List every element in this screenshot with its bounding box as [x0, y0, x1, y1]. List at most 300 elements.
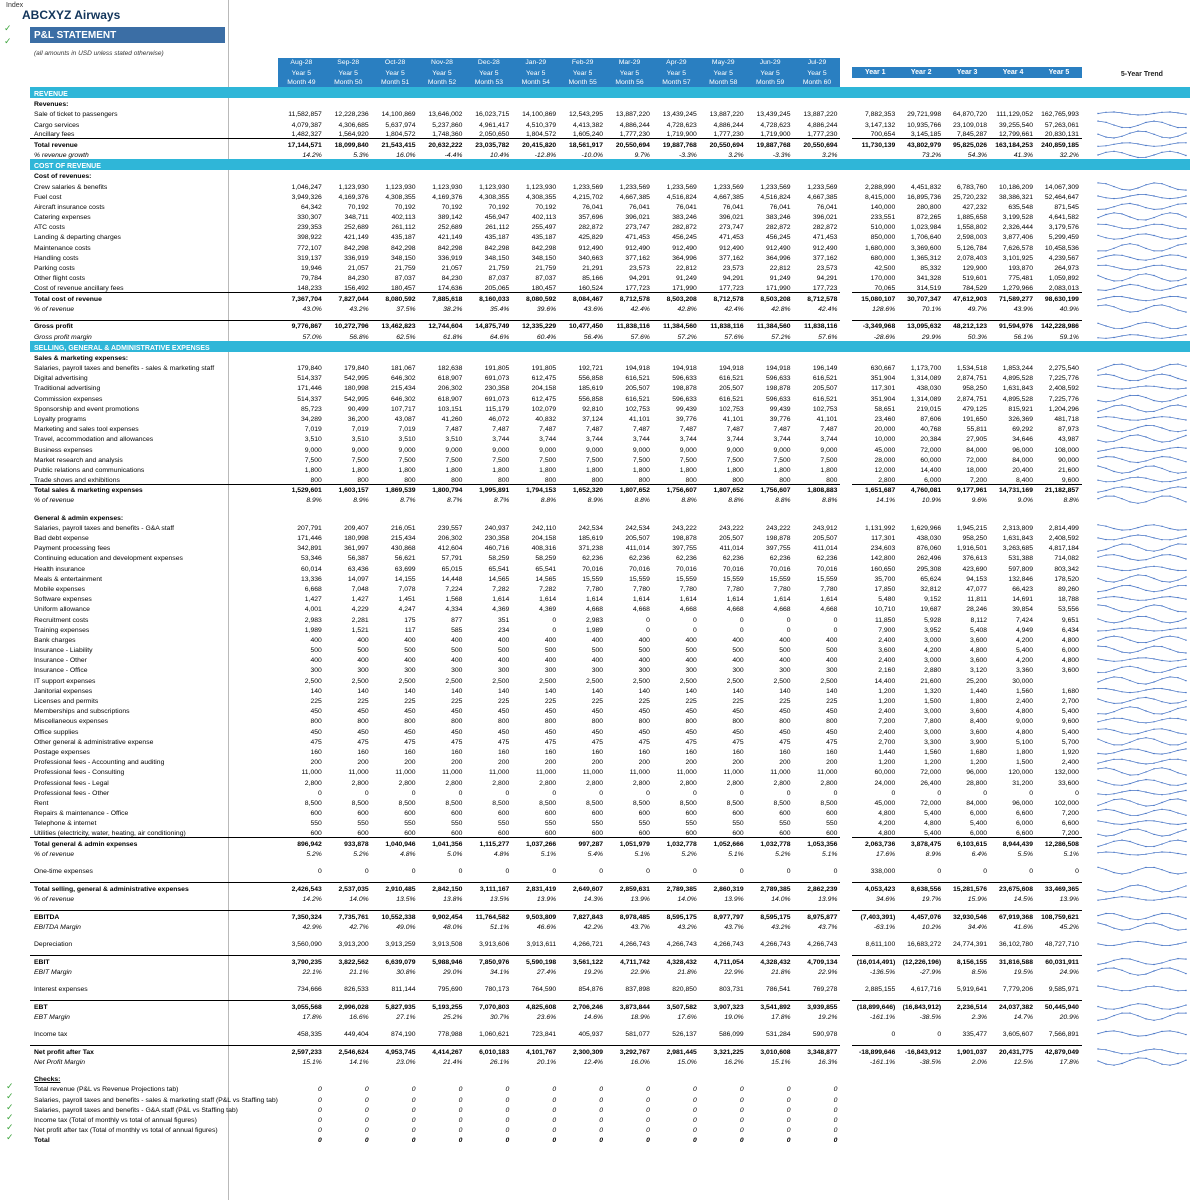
- month-value-5: 46.6%: [536, 923, 557, 931]
- month-value-2: [372, 170, 419, 180]
- month-value-8: 2,800: [679, 779, 697, 787]
- month-header-year-4[interactable]: Year 5: [465, 67, 512, 78]
- year-value-3: 815,921: [1008, 405, 1033, 413]
- month-value-6: 242,534: [578, 524, 604, 532]
- year-value-3: 41.3%: [1013, 152, 1033, 160]
- month-value-7: 177,723: [625, 284, 650, 292]
- gap: [840, 624, 852, 634]
- month-value-8: 1,032,778: [653, 837, 700, 847]
- month-header-year-1[interactable]: Year 5: [325, 67, 372, 78]
- year-value-4: 3,179,576: [1048, 224, 1079, 232]
- month-value-3: 3,913,508: [432, 940, 463, 948]
- year-value-1: 3,369,600: [910, 244, 942, 252]
- row-telephone-internet: [30, 817, 1190, 827]
- year-header-4[interactable]: Year 5: [1036, 67, 1082, 78]
- month-value-5: 0: [552, 868, 557, 875]
- month-value-0: 8.9%: [306, 497, 322, 505]
- month-value-5: 723,841: [531, 1031, 557, 1039]
- month-value-7: 581,077: [625, 1031, 650, 1039]
- month-value-1: 348,711: [344, 214, 369, 222]
- month-value-10: 140: [779, 687, 791, 695]
- month-value-7: 273,747: [625, 224, 650, 232]
- gap: [840, 1011, 852, 1021]
- month-value-9: 4,886,244: [713, 121, 744, 129]
- year-value-4: 4,800: [1061, 657, 1079, 665]
- check-value-0: 0: [318, 1086, 322, 1094]
- month-value-9: 3,744: [726, 436, 744, 444]
- year-value-1: 3,878,475: [898, 837, 944, 847]
- gap2: [1082, 423, 1094, 433]
- row-health-insurance: [30, 562, 1190, 572]
- year-value-3: 6,600: [1015, 829, 1033, 837]
- row-label: Rent: [34, 799, 49, 807]
- year-value-4: [1036, 170, 1082, 180]
- year-value-0: 2,700: [878, 738, 896, 746]
- year-value-4: 7,200: [1061, 810, 1079, 818]
- year-value-1: [898, 352, 944, 362]
- month-value-5: 13.9%: [536, 895, 557, 903]
- year-value-4: 40.9%: [1059, 305, 1079, 313]
- month-value-1: 800: [357, 476, 369, 484]
- month-value-2: 0: [411, 789, 416, 797]
- year-value-2: 5,919,641: [956, 986, 988, 993]
- month-value-6: 556,858: [578, 395, 604, 403]
- month-value-8: 600: [685, 829, 697, 837]
- month-header-date-8[interactable]: Apr-29: [653, 58, 700, 67]
- trend-sparkline: [1094, 1056, 1190, 1066]
- year-value-2: 1,945,215: [956, 524, 988, 532]
- check-label: Net profit after tax (Total of monthly vs total of annual figures): [34, 1127, 218, 1135]
- month-value-9: 0: [739, 616, 744, 624]
- month-value-3: 618,907: [437, 395, 463, 403]
- month-value-2: 63,699: [394, 565, 416, 573]
- month-value-0: 2,597,233: [278, 1046, 325, 1056]
- check-value-8: 0: [693, 1086, 697, 1094]
- month-header-date-11[interactable]: Jul-29: [794, 58, 841, 67]
- month-value-7: 4,711,742: [606, 955, 653, 965]
- month-value-11: 13,887,220: [803, 111, 838, 119]
- year-value-2: 1,200: [970, 759, 988, 767]
- month-value-9: 23,573: [722, 265, 744, 272]
- year-value-3: 7,779,206: [1002, 986, 1033, 993]
- month-value-2: 8.7%: [400, 497, 416, 505]
- year-value-0: 11,730,139: [852, 139, 898, 149]
- month-header-year-6[interactable]: Year 5: [559, 67, 606, 78]
- month-header-month-7[interactable]: Month 56: [606, 78, 653, 87]
- year-value-0: 2,063,736: [852, 837, 898, 847]
- year-value-3: 8,944,439: [990, 837, 1036, 847]
- year-value-3: 635,548: [1008, 203, 1033, 211]
- header-corner: [30, 78, 278, 87]
- month-value-8: 1,719,900: [666, 131, 697, 139]
- month-header-year-0[interactable]: Year 5: [278, 67, 325, 78]
- gap: [840, 695, 852, 705]
- month-value-10: 43.2%: [771, 923, 791, 931]
- row-loyalty-programs: [30, 413, 1190, 423]
- month-value-10: 531,284: [765, 1031, 791, 1039]
- month-value-0: 3,790,235: [278, 955, 325, 965]
- month-value-2: 62.5%: [396, 333, 416, 341]
- year-header-1[interactable]: Year 2: [898, 67, 944, 78]
- month-header-date-2[interactable]: Oct-28: [372, 58, 419, 67]
- year-value-2: 27,905: [966, 436, 988, 444]
- month-value-8: 2,789,385: [653, 883, 700, 893]
- month-header-month-0[interactable]: Month 49: [278, 78, 325, 87]
- month-value-3: 7,224: [445, 585, 463, 593]
- row-trade-shows-and-exhibitions: [30, 474, 1190, 484]
- year-value-0: 12,000: [874, 466, 896, 474]
- year-header-3[interactable]: Year 4: [990, 67, 1036, 78]
- check-value-10: 0: [786, 1096, 791, 1104]
- month-value-6: 912,490: [578, 244, 604, 252]
- month-header-year-5[interactable]: Year 5: [512, 67, 559, 78]
- month-value-6: 43.6%: [583, 305, 604, 313]
- month-header-date-5[interactable]: Jan-29: [512, 58, 559, 67]
- month-value-1: 3,510: [351, 436, 369, 444]
- month-value-1: 7,019: [351, 426, 369, 434]
- month-header-date-9[interactable]: May-29: [700, 58, 747, 67]
- year-value-4: 2,275,540: [1048, 365, 1079, 372]
- company-title: ABCXYZ Airways: [22, 8, 121, 22]
- month-value-2: 175: [404, 616, 416, 624]
- month-value-3: [419, 170, 466, 180]
- row-label: Meals & entertainment: [34, 575, 103, 583]
- gap: [840, 494, 852, 504]
- month-value-0: 160: [310, 748, 322, 756]
- month-value-0: 17,144,571: [278, 139, 325, 149]
- month-value-7: 194,918: [625, 365, 650, 372]
- year-value-4: 108,759,621: [1036, 910, 1082, 920]
- month-value-10: 1,756,607: [747, 484, 794, 494]
- section-gap: [840, 341, 1190, 352]
- year-value-2: [944, 98, 990, 108]
- month-value-6: 4,215,702: [572, 193, 604, 201]
- month-value-7: 0: [646, 789, 650, 797]
- month-value-11: 3,348,877: [794, 1046, 841, 1056]
- month-value-0: 2,800: [304, 779, 322, 787]
- month-value-9: 616,521: [719, 375, 744, 383]
- year-value-2: 519,601: [962, 275, 988, 283]
- check-value-1: 0: [364, 1116, 369, 1124]
- month-value-0: 7,367,704: [278, 292, 325, 302]
- year-value-4: 108,000: [1054, 446, 1079, 454]
- year-value-2: 335,477: [962, 1031, 988, 1039]
- month-value-4: [465, 511, 512, 521]
- month-value-7: 1,233,569: [619, 183, 650, 191]
- month-value-3: 3,510: [445, 436, 463, 444]
- month-header-month-1[interactable]: Month 50: [325, 78, 372, 87]
- year-value-0: 23,460: [874, 415, 896, 423]
- month-value-9: 140: [732, 687, 744, 695]
- year-value-1: 4,200: [924, 647, 942, 655]
- year-header-0[interactable]: Year 1: [852, 67, 898, 78]
- month-value-4: 3,111,167: [465, 883, 512, 893]
- year-value-2: 4,800: [970, 647, 988, 655]
- month-value-6: 282,872: [578, 224, 604, 232]
- month-value-1: 8,500: [351, 799, 369, 807]
- month-value-6: 600: [591, 810, 604, 818]
- month-value-9: 0: [739, 868, 744, 875]
- year-value-2: 8,156,155: [944, 955, 990, 965]
- month-value-1: 933,878: [325, 837, 372, 847]
- month-value-8: 450: [685, 728, 697, 736]
- month-value-5: 800: [544, 718, 557, 726]
- check-value-6: 0: [599, 1116, 604, 1124]
- gap2: [1082, 352, 1094, 362]
- gap: [840, 454, 852, 464]
- month-value-9: 57.6%: [724, 333, 744, 341]
- trend-sparkline: [1094, 292, 1190, 302]
- month-value-8: 364,996: [672, 254, 697, 262]
- year-value-2: 3,900: [970, 738, 988, 746]
- month-value-6: 0: [599, 789, 604, 797]
- month-value-2: 5,637,974: [385, 121, 416, 129]
- header-row-date: [30, 58, 1190, 67]
- year-value-1: 280,800: [916, 203, 942, 211]
- check-row-2: [30, 1104, 1190, 1114]
- month-value-8: 57.2%: [677, 333, 697, 341]
- month-value-10: 8,503,208: [747, 292, 794, 302]
- year-value-4: [1036, 674, 1082, 684]
- month-value-3: 12,744,604: [419, 320, 466, 330]
- month-value-9: 8,977,797: [700, 910, 747, 920]
- month-header-date-4[interactable]: Dec-28: [465, 58, 512, 67]
- year-value-0: 2,400: [878, 636, 896, 644]
- month-value-0: 8,500: [304, 799, 322, 807]
- month-value-4: 46,072: [488, 415, 510, 423]
- month-value-5: 3,913,611: [526, 940, 557, 948]
- year-value-3: 12.5%: [1013, 1058, 1033, 1066]
- gap: [840, 1028, 852, 1038]
- year-value-1: 1,706,640: [910, 234, 942, 242]
- year-value-0: 4,800: [878, 810, 896, 818]
- month-header-year-8[interactable]: Year 5: [653, 67, 700, 78]
- month-header-year-3[interactable]: Year 5: [419, 67, 466, 78]
- year-value-4: 20.9%: [1059, 1013, 1079, 1021]
- check-value-0: 0: [318, 1106, 322, 1114]
- year-value-0: (18,899,646): [852, 1001, 898, 1011]
- row-bank-charges: [30, 634, 1190, 644]
- year-value-0: 60,000: [874, 769, 896, 777]
- month-value-1: 10,272,796: [325, 320, 372, 330]
- year-value-1: 314,519: [916, 284, 942, 292]
- row-total-general-admin-expenses: [30, 837, 1190, 847]
- month-value-3: 600: [451, 810, 463, 818]
- month-value-3: 778,988: [437, 1031, 463, 1039]
- month-value-11: 11,838,116: [794, 320, 841, 330]
- month-value-10: 4,668: [773, 606, 791, 614]
- year-header-2[interactable]: Year 3: [944, 67, 990, 78]
- year-value-0: (7,403,391): [852, 910, 898, 920]
- month-header-year-11[interactable]: Year 5: [794, 67, 841, 78]
- month-value-2: 3,913,259: [385, 940, 416, 948]
- row-business-expenses: [30, 443, 1190, 453]
- year-value-1: 10.9%: [921, 497, 942, 505]
- month-value-5: [512, 98, 559, 108]
- year-value-2: 376,613: [962, 555, 988, 563]
- trend-sparkline: [1094, 330, 1190, 340]
- row-traditional-advertising: [30, 382, 1190, 392]
- month-value-1: 84,230: [347, 275, 369, 283]
- month-header-month-11[interactable]: Month 60: [794, 78, 841, 87]
- row-label: EBT Margin: [34, 1013, 70, 1021]
- month-value-10: 2,789,385: [747, 883, 794, 893]
- month-value-11: 616,521: [812, 375, 838, 383]
- month-header-date-3[interactable]: Nov-28: [419, 58, 466, 67]
- month-value-6: 2,500: [586, 677, 604, 685]
- month-value-7: 300: [638, 667, 650, 675]
- month-value-1: 0: [364, 868, 369, 875]
- month-value-4: 160: [497, 748, 510, 756]
- year-value-3: 775,481: [1008, 275, 1033, 283]
- month-value-5: 204,158: [531, 385, 557, 393]
- month-header-month-5[interactable]: Month 54: [512, 78, 559, 87]
- month-value-3: 4,334: [445, 606, 463, 614]
- month-value-7: 1,777,230: [619, 131, 650, 139]
- month-value-7: 11,838,116: [606, 320, 653, 330]
- month-value-3: 65,015: [441, 565, 463, 573]
- month-header-year-10[interactable]: Year 5: [747, 67, 794, 78]
- check-value-1: 0: [364, 1127, 369, 1135]
- gap2: [1082, 983, 1094, 993]
- month-value-5: 70,192: [535, 203, 557, 211]
- month-header-date-1[interactable]: Sep-28: [325, 58, 372, 67]
- month-header-month-9[interactable]: Month 58: [700, 78, 747, 87]
- month-value-1: 156,492: [344, 284, 369, 292]
- month-value-11: 23,573: [816, 265, 838, 272]
- year-value-2: 48,212,123: [944, 320, 990, 330]
- month-header-month-4[interactable]: Month 53: [465, 78, 512, 87]
- month-value-0: 60,014: [301, 565, 322, 573]
- month-value-4: 691,073: [484, 395, 510, 403]
- gap: [840, 685, 852, 695]
- year-value-3: 4,895,528: [1002, 375, 1033, 383]
- month-header-year-9[interactable]: Year 5: [700, 67, 747, 78]
- year-value-0: -18,899,646: [852, 1046, 898, 1056]
- month-header-month-10[interactable]: Month 59: [747, 78, 794, 87]
- gap2: [1082, 955, 1094, 965]
- check-year-spacer-4: [1036, 1124, 1082, 1134]
- month-value-3: 14,448: [441, 575, 463, 583]
- year-value-1: [898, 98, 944, 108]
- month-header-date-7[interactable]: Mar-29: [606, 58, 653, 67]
- month-value-6: 340,663: [578, 254, 604, 262]
- spacer-row: [30, 948, 1190, 956]
- month-header-month-3[interactable]: Month 52: [419, 78, 466, 87]
- trend-sparkline: [1094, 201, 1190, 211]
- year-value-4: 9,600: [1061, 476, 1079, 484]
- month-header-date-0[interactable]: Aug-28: [278, 58, 325, 67]
- month-value-1: 7,735,761: [325, 910, 372, 920]
- gap: [840, 211, 852, 221]
- month-header-month-6[interactable]: Month 55: [559, 78, 606, 87]
- month-value-9: 43.7%: [724, 923, 744, 931]
- row-memberships-and-subscriptions: [30, 705, 1190, 715]
- month-value-5: 300: [544, 667, 557, 675]
- month-value-5: 0: [552, 616, 557, 624]
- month-value-8: 912,490: [672, 244, 697, 252]
- month-value-5: 14,100,869: [522, 111, 557, 119]
- gap2: [1082, 211, 1094, 221]
- month-value-11: 8.8%: [821, 497, 838, 505]
- row-label: ATC costs: [34, 224, 65, 232]
- month-value-7: 5.1%: [634, 850, 650, 858]
- trend-sparkline: [1094, 883, 1190, 893]
- row-label: Salaries, payroll taxes and benefits - sales & marketing staff: [34, 365, 215, 372]
- month-value-8: 4,266,743: [666, 940, 697, 948]
- year-value-2: 54.3%: [967, 152, 988, 160]
- month-value-3: 412,604: [437, 545, 463, 553]
- year-value-3: 2,326,444: [1002, 224, 1033, 232]
- month-header-date-6[interactable]: Feb-29: [559, 58, 606, 67]
- year-value-3: [990, 511, 1036, 521]
- month-header-date-10[interactable]: Jun-29: [747, 58, 794, 67]
- month-value-3: 13.8%: [443, 895, 463, 903]
- month-value-10: 475: [779, 738, 791, 746]
- trend-sparkline: [1094, 827, 1190, 837]
- year-value-1: 70.1%: [921, 305, 942, 313]
- year-value-2: [944, 511, 990, 521]
- month-value-1: 842,298: [344, 244, 369, 252]
- month-value-1: 225: [357, 698, 369, 705]
- month-value-10: 3,541,892: [747, 1001, 794, 1011]
- row-income-tax: [30, 1028, 1190, 1038]
- year-value-4: 0: [1075, 789, 1079, 797]
- month-value-2: 8,500: [398, 799, 416, 807]
- month-value-5: 4,308,355: [525, 193, 557, 201]
- check-value-7: 0: [646, 1137, 650, 1145]
- gap2: [1082, 433, 1094, 443]
- month-value-1: 7,500: [351, 456, 369, 464]
- month-value-9: 600: [732, 810, 744, 818]
- month-value-10: 400: [779, 657, 791, 665]
- gap2: [1082, 221, 1094, 231]
- month-value-1: 43.2%: [349, 305, 369, 313]
- gap: [840, 654, 852, 664]
- month-header-year-7[interactable]: Year 5: [606, 67, 653, 78]
- month-value-9: [700, 170, 747, 180]
- gap: [840, 522, 852, 532]
- month-value-11: 3,744: [820, 436, 838, 444]
- year-value-0: 4,800: [878, 829, 896, 837]
- year-value-4: 87,973: [1058, 426, 1079, 434]
- month-value-4: 4,308,355: [479, 193, 510, 201]
- gap2: [1082, 149, 1094, 159]
- month-value-10: 17.8%: [771, 1013, 791, 1021]
- month-value-10: 39,776: [769, 415, 791, 423]
- month-value-3: 5,988,946: [419, 955, 466, 965]
- month-value-9: 550: [732, 820, 744, 828]
- month-value-6: 192,721: [578, 365, 604, 372]
- month-header-month-2[interactable]: Month 51: [372, 78, 419, 87]
- trend-sparkline: [1094, 1001, 1190, 1011]
- month-value-4: 4.8%: [493, 850, 510, 858]
- month-header-month-8[interactable]: Month 57: [653, 78, 700, 87]
- month-value-8: 15,559: [676, 575, 697, 583]
- month-header-year-2[interactable]: Year 5: [372, 67, 419, 78]
- row-label: Market research and analysis: [34, 456, 123, 464]
- spacer-row: [30, 1038, 1190, 1046]
- row-label: Depreciation: [34, 940, 73, 948]
- month-value-3: 1,041,356: [419, 837, 466, 847]
- month-value-11: 94,291: [816, 275, 838, 283]
- year-value-2: 84,000: [966, 446, 988, 454]
- year-value-4: 4,817,184: [1048, 545, 1079, 553]
- year-value-3: 4,895,528: [1002, 395, 1033, 403]
- month-value-0: 148,233: [297, 284, 322, 292]
- year-value-3: 0: [1029, 789, 1033, 797]
- gap: [840, 865, 852, 875]
